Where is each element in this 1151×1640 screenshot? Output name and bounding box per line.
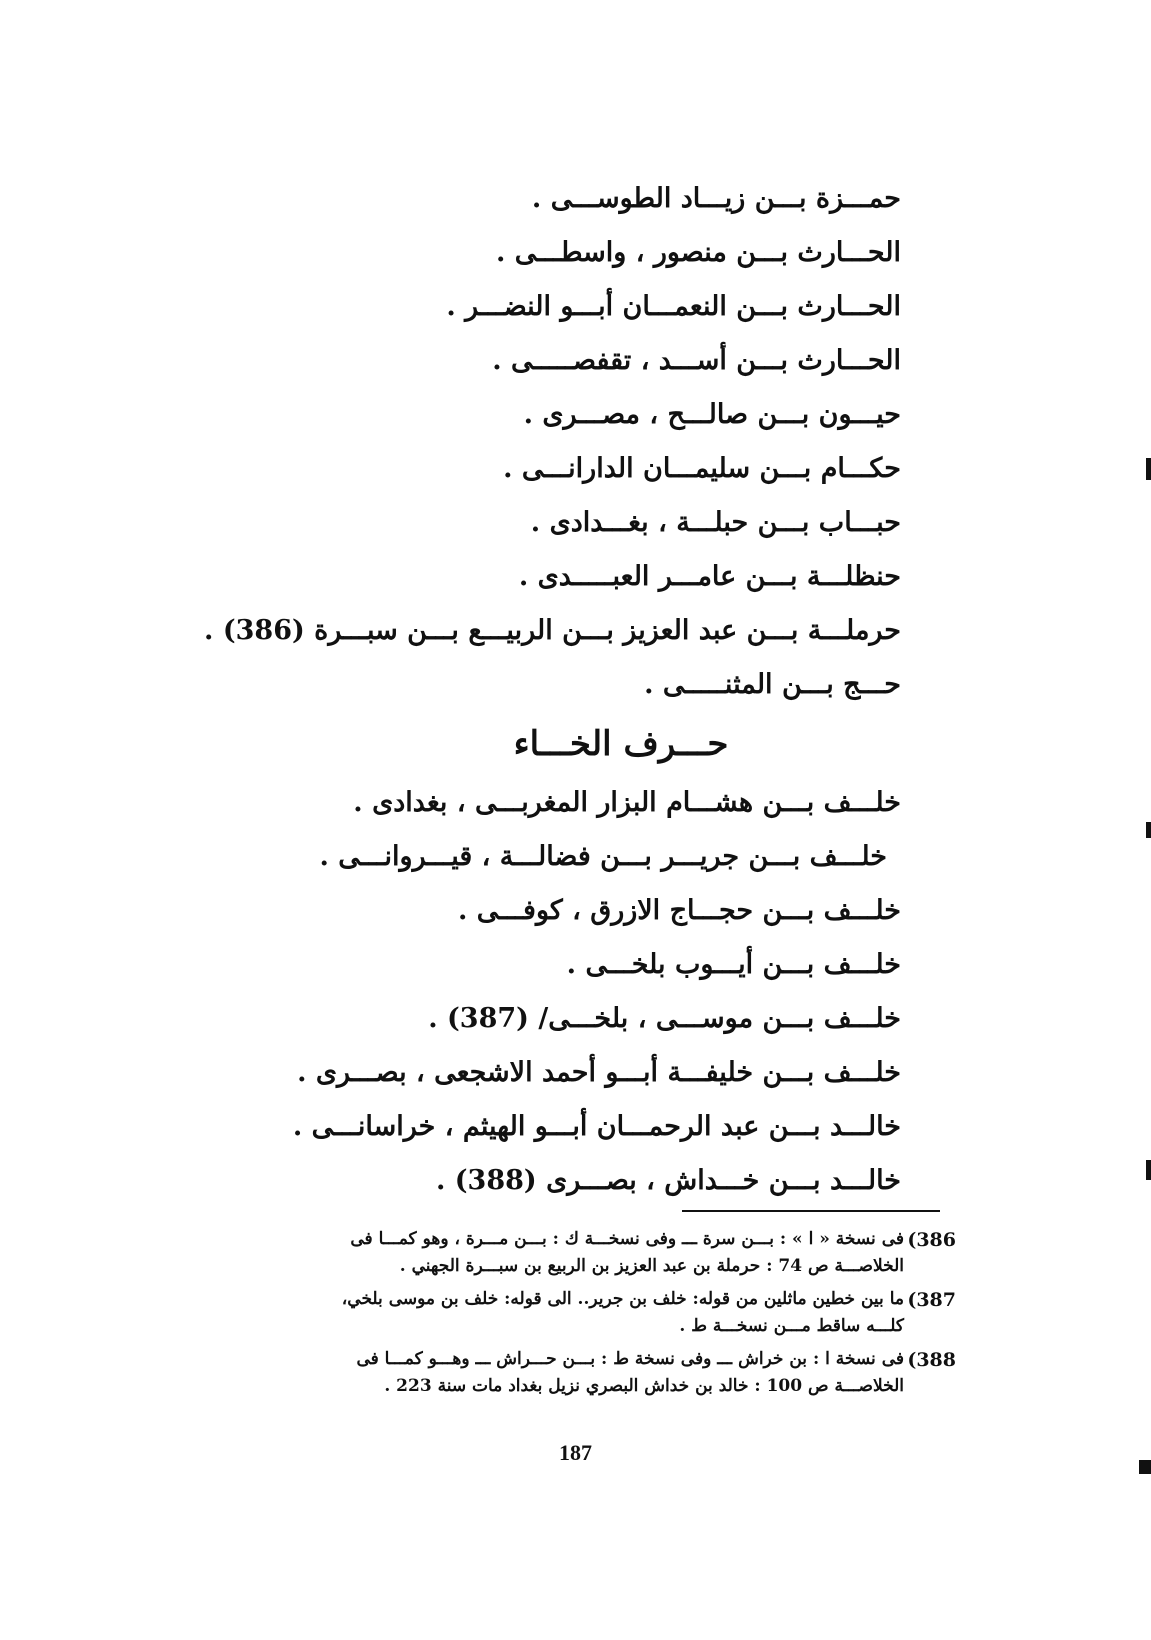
- footnote: [196, 1346, 956, 1400]
- footnote-divider: [682, 1210, 940, 1212]
- footnote-text: فى نسخة ا : بن خراش ـــ وفى نسخة ط : بـــن حـــراش ـــ وهـــو كمـــا فى: [356, 1349, 904, 1369]
- section-heading: حـــرف الخـــاء: [513, 724, 729, 764]
- footnote-number: 388): [907, 1349, 956, 1371]
- scan-edge-mark: [1139, 1460, 1151, 1474]
- page-number: 187: [559, 1440, 592, 1465]
- list-item: حبـــاب بـــن حبلـــة ، بغـــدادى .: [530, 507, 901, 538]
- scan-edge-mark: [1146, 458, 1151, 480]
- name-list: [204, 172, 901, 1208]
- footnote-text: ما بين خطين ماثلين من قوله: خلف بن جرير.. الى قوله: خلف بن موسى بلخي،: [341, 1289, 904, 1309]
- list-item: حيـــون بـــن صالـــح ، مصـــرى .: [523, 399, 901, 430]
- list-item: خلـــف بـــن موســـى ، بلخـــى/ (387) .: [428, 1003, 901, 1034]
- list-item: حـــج بـــن المثنـــــى .: [644, 669, 901, 700]
- list-item: الحـــارث بـــن أســـد ، تقفصـــــى .: [492, 345, 901, 376]
- list-item: خلـــف بـــن هشـــام البزار المغربـــى ، بغدادى .: [353, 787, 901, 818]
- footnote: [196, 1286, 956, 1340]
- footnote-text: الخلاصـــة ص 100 : خالد بن خداش البصري نزيل بغداد مات سنة 223 .: [384, 1376, 904, 1396]
- scan-edge-mark: [1146, 822, 1151, 838]
- list-item: خلـــف بـــن جريـــر بـــن فضالـــة ، قيـــروانـــى .: [319, 841, 887, 872]
- footnote-number: 386): [907, 1229, 956, 1251]
- list-item: خلـــف بـــن أيـــوب بلخـــى .: [566, 949, 901, 980]
- list-item: الحـــارث بـــن النعمـــان أبـــو النضـــر .: [446, 291, 901, 322]
- footnote-number: 387): [907, 1289, 956, 1311]
- list-item: حمـــزة بـــن زيـــاد الطوســـى .: [531, 183, 901, 214]
- footnotes: [196, 1226, 956, 1406]
- list-item: الحـــارث بـــن منصور ، واسطـــى .: [495, 237, 901, 268]
- footnote: [196, 1226, 956, 1280]
- list-item: حنظلـــة بـــن عامـــر العبـــــدى .: [518, 561, 901, 592]
- list-item: خالـــد بـــن عبد الرحمـــان أبـــو الهيثم ، خراسانـــى .: [292, 1111, 901, 1142]
- list-item: خالـــد بـــن خـــداش ، بصـــرى (388) .: [435, 1165, 901, 1196]
- footnote-text: كلـــه ساقط مـــن نسخـــة ط .: [679, 1316, 904, 1336]
- footnote-text: الخلاصـــة ص 74 : حرملة بن عبد العزيز بن الربيع بن سبـــرة الجهني .: [399, 1256, 904, 1276]
- scan-edge-mark: [1146, 1160, 1151, 1180]
- list-item: خلـــف بـــن خليفـــة أبـــو أحمد الاشجعى ، بصـــرى .: [297, 1057, 901, 1088]
- list-item: خلـــف بـــن حجـــاج الازرق ، كوفـــى .: [458, 895, 901, 926]
- footnote-text: فى نسخة « ا » : بـــن سرة ـــ وفى نسخـــة ك : بـــن مـــرة ، وهو كمـــا فى: [350, 1229, 904, 1249]
- list-item: حكـــام بـــن سليمـــان الدارانـــى .: [503, 453, 901, 484]
- list-item: حرملـــة بـــن عبد العزيز بـــن الربيـــع بـــن سبـــرة (386) .: [204, 615, 901, 646]
